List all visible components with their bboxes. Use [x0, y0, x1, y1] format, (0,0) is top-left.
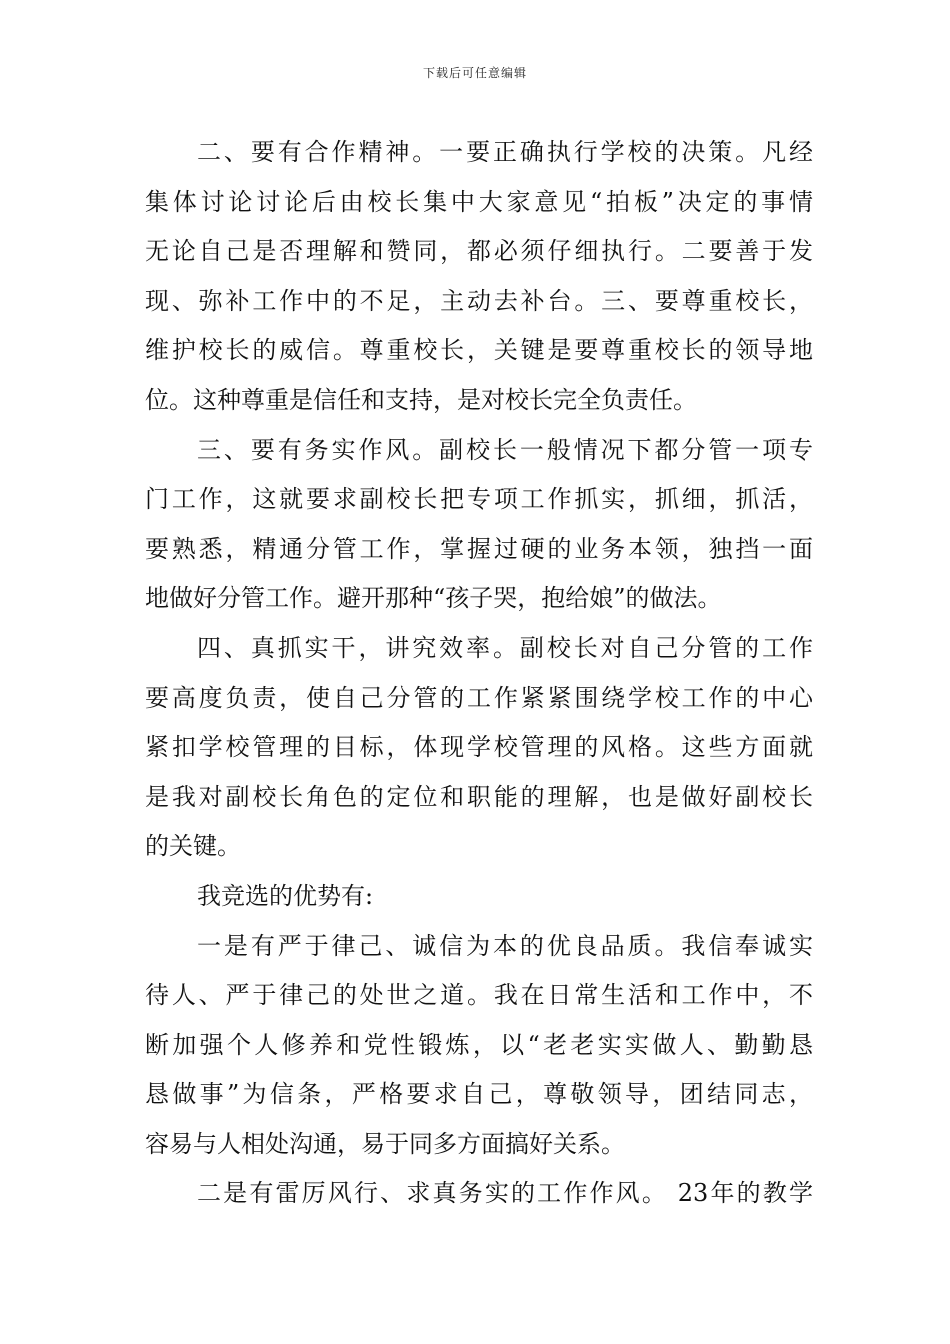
text-line: 维护校长的威信。尊重校长，关键是要尊重校长的领导地 [145, 336, 813, 365]
text-line: 我竞选的优势有: [197, 881, 374, 910]
text-line: 四、真抓实干，讲究效率。副校长对自己分管的工作 [197, 633, 813, 662]
text-line: 集体讨论讨论后由校长集中大家意见“拍板”决定的事情 [145, 187, 813, 216]
text-line: 二是有雷厉风行、求真务实的工作作风。 23年的教学 [197, 1179, 813, 1208]
text-line: 容易与人相处沟通，易于同多方面搞好关系。 [145, 1129, 625, 1158]
text-line: 恳做事”为信条，严格要求自己，尊敬领导，团结同志， [145, 1080, 813, 1109]
text-line: 的关键。 [145, 832, 241, 861]
text-line: 紧扣学校管理的目标，体现学校管理的风格。这些方面就 [145, 733, 813, 762]
text-line: 待人、严于律己的处世之道。我在日常生活和工作中，不 [145, 981, 813, 1010]
text-line: 要熟悉，精通分管工作，掌握过硬的业务本领，独挡一面 [145, 534, 813, 563]
text-line: 门工作，这就要求副校长把专项工作抓实，抓细，抓活， [145, 485, 813, 514]
text-line: 要高度负责，使自己分管的工作紧紧围绕学校工作的中心 [145, 683, 813, 712]
text-line: 现、弥补工作中的不足，主动去补台。三、要尊重校长， [145, 286, 813, 315]
text-line: 三、要有务实作风。副校长一般情况下都分管一项专 [197, 435, 813, 464]
text-line: 断加强个人修养和党性锻炼，以“老老实实做人、勤勤恳 [145, 1030, 813, 1059]
text-line: 二、要有合作精神。一要正确执行学校的决策。凡经 [197, 138, 813, 166]
text-line: 是我对副校长角色的定位和职能的理解，也是做好副校长 [145, 782, 813, 811]
document-body [145, 128, 813, 1219]
text-line: 一是有严于律己、诚信为本的优良品质。我信奉诚实 [197, 931, 813, 960]
page-header-note: 下载后可任意编辑 [422, 66, 527, 80]
text-line: 位。这种尊重是信任和支持，是对校长完全负责任。 [145, 385, 697, 414]
text-line: 无论自己是否理解和赞同，都必须仔细执行。二要善于发 [145, 237, 813, 266]
text-line: 地做好分管工作。避开那种“孩子哭，抱给娘”的做法。 [145, 584, 722, 613]
